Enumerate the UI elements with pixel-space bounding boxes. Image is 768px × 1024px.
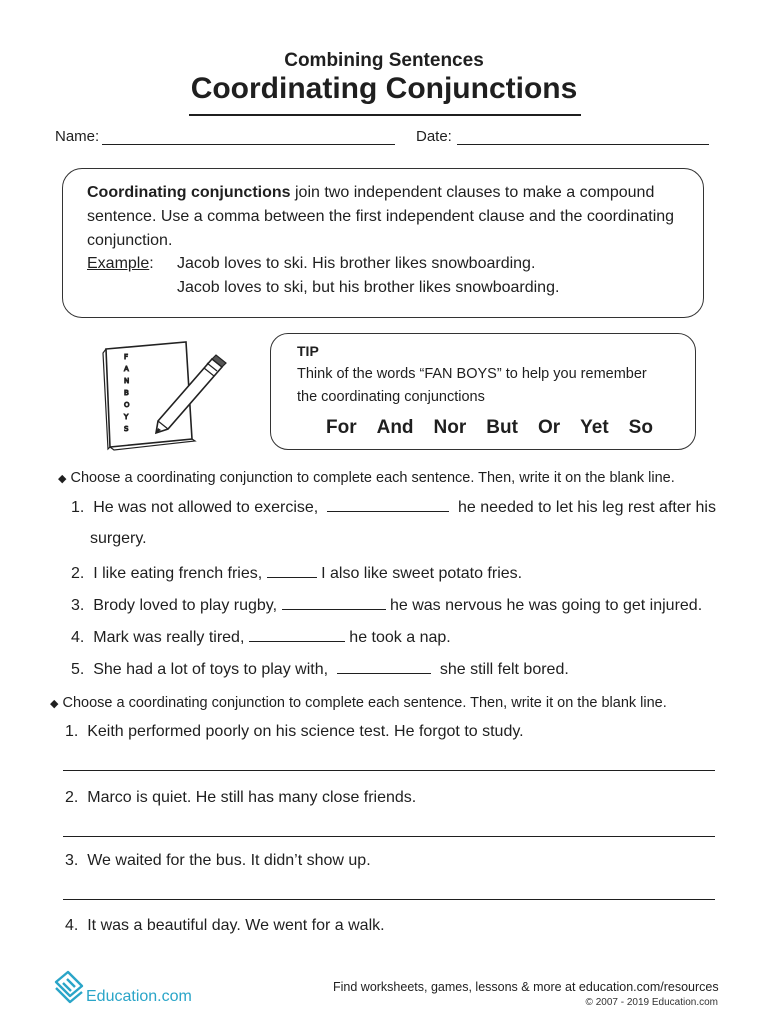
notepad-illustration [100,337,230,457]
section2-instruction [50,695,667,711]
name-label: Name: [55,128,100,145]
diamond-bullet-icon: ◆ [50,698,59,710]
item-number: 4. [71,629,85,646]
item-text-after: I also like sweet potato fries. [321,565,523,582]
notepad-letter: F [124,353,129,361]
date-field[interactable] [457,144,709,145]
worksheet-subtitle: Combining Sentences [284,50,484,71]
item-text-after: he took a nap. [349,629,451,646]
exercise-item [71,497,716,517]
section1-instruction [58,470,675,486]
tip-text-line-2: the coordinating conjunctions [297,389,485,405]
notepad-letter: A [124,365,129,373]
item-text-after: he needed to let his leg rest after his [458,499,716,516]
tip-heading: TIP [297,343,319,359]
item-number: 1. [65,723,79,740]
item-number: 2. [65,789,79,806]
example-row-1 [87,252,154,276]
item-text-before: Brody loved to play rugby, [93,597,278,614]
notepad-letter: O [124,401,130,409]
conjunction-for: For [326,417,357,438]
diamond-bullet-icon: ◆ [58,473,67,485]
footer-tagline[interactable]: Find worksheets, games, lessons & more at education.com/resources [333,980,719,994]
item-text: Keith performed poorly on his science test. He forgot to study. [87,723,524,740]
date-label: Date: [416,128,452,145]
item-continuation: surgery. [90,530,147,547]
exercise-item [71,563,522,583]
example-colon: : [149,255,154,272]
item-number: 5. [71,661,85,678]
conjunction-so: So [628,417,653,438]
brand-name[interactable]: Education.com [86,988,192,1005]
education-logo-icon [52,968,86,1006]
example-label: Example [87,255,150,272]
copyright: © 2007 - 2019 Education.com [585,997,718,1008]
rewrite-item [65,852,371,870]
notepad-letter: B [124,389,129,397]
name-field[interactable] [102,144,395,145]
item-text-before: He was not allowed to exercise, [93,499,319,516]
answer-blank[interactable] [327,497,449,512]
definition-body: join two independent clauses to make a compound sentence. Use a comma between the first independent clause and the coordinating conjunction. [87,184,675,249]
fanboys-words [326,417,653,439]
answer-line[interactable] [63,770,715,771]
notepad-letter: N [124,377,130,385]
exercise-item [71,595,702,615]
conjunction-but: But [486,417,518,438]
item-text-after: he was nervous he was going to get injured. [389,597,703,614]
worksheet-title: Coordinating Conjunctions [190,72,578,105]
item-text-before: Mark was really tired, [93,629,245,646]
conjunction-yet: Yet [580,417,609,438]
answer-blank[interactable] [267,563,317,578]
example-sentence-2: Jacob loves to ski, but his brother likes snowboarding. [177,279,560,296]
item-number: 3. [65,852,79,869]
answer-line[interactable] [63,836,715,837]
item-number: 1. [71,499,85,516]
conjunction-and: And [376,417,414,438]
education-logo[interactable] [52,968,86,1006]
rewrite-item [65,789,416,807]
item-text: It was a beautiful day. We went for a walk. [87,917,385,934]
answer-blank[interactable] [337,659,431,674]
conjunction-nor: Nor [433,417,467,438]
definition-term: Coordinating conjunctions [87,184,291,201]
notepad-letter: Y [124,413,129,421]
item-number: 2. [71,565,85,582]
section1-instruction-text: Choose a coordinating conjunction to complete each sentence. Then, write it on the blank line. [70,470,675,486]
item-text-after: she still felt bored. [439,661,569,678]
title-underline [189,114,581,116]
exercise-item [71,659,569,679]
item-text: We waited for the bus. It didn’t show up. [87,852,371,869]
item-number: 3. [71,597,85,614]
answer-line[interactable] [63,899,715,900]
exercise-item [71,627,451,647]
definition-text [87,181,687,253]
notepad-pencil-icon [100,337,230,457]
item-number: 4. [65,917,79,934]
section2-instruction-text: Choose a coordinating conjunction to complete each sentence. Then, write it on the blank line. [62,695,667,711]
notepad-letter: S [124,425,129,433]
item-text-before: She had a lot of toys to play with, [93,661,329,678]
rewrite-item [65,723,524,741]
item-text-before: I like eating french fries, [93,565,263,582]
item-text: Marco is quiet. He still has many close friends. [87,789,417,806]
tip-text-line-1: Think of the words “FAN BOYS” to help you remember [297,366,647,382]
answer-blank[interactable] [282,595,386,610]
answer-blank[interactable] [249,627,345,642]
example-sentence-1: Jacob loves to ski. His brother likes snowboarding. [177,255,536,272]
rewrite-item [65,917,385,935]
conjunction-or: Or [537,417,561,438]
